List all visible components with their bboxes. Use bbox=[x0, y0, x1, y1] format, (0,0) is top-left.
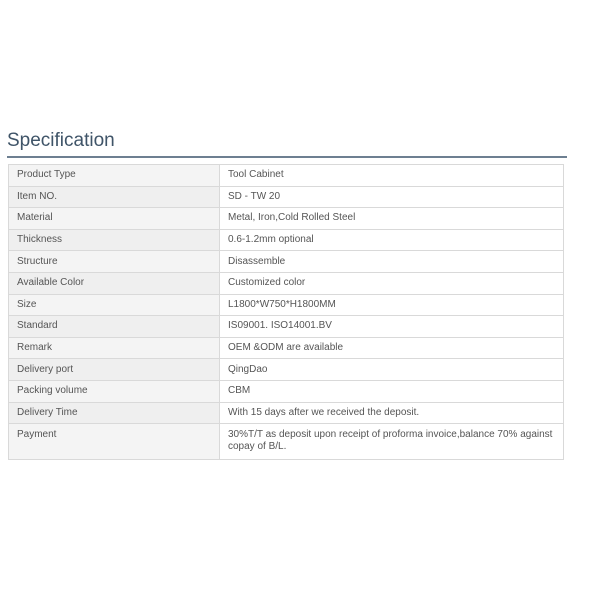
table-row bbox=[9, 294, 564, 316]
table-row bbox=[9, 424, 564, 460]
row-value: SD - TW 20 bbox=[220, 186, 564, 208]
row-value: 30%T/T as deposit upon receipt of proforma invoice,balance 70% against copay of B/L. bbox=[220, 424, 564, 460]
specification-section bbox=[7, 130, 567, 460]
row-key: Payment bbox=[9, 424, 220, 460]
row-key: Delivery Time bbox=[9, 402, 220, 424]
table-row bbox=[9, 186, 564, 208]
row-value: Customized color bbox=[220, 272, 564, 294]
row-key: Size bbox=[9, 294, 220, 316]
table-row bbox=[9, 316, 564, 338]
row-key: Packing volume bbox=[9, 380, 220, 402]
row-value: CBM bbox=[220, 380, 564, 402]
table-row bbox=[9, 208, 564, 230]
row-key: Thickness bbox=[9, 229, 220, 251]
table-row bbox=[9, 165, 564, 187]
table-row bbox=[9, 337, 564, 359]
row-value: OEM &ODM are available bbox=[220, 337, 564, 359]
table-row bbox=[9, 402, 564, 424]
table-row bbox=[9, 359, 564, 381]
section-title: Specification bbox=[7, 130, 115, 151]
row-key: Remark bbox=[9, 337, 220, 359]
row-value: Disassemble bbox=[220, 251, 564, 273]
row-value: L1800*W750*H1800MM bbox=[220, 294, 564, 316]
row-value: Metal, Iron,Cold Rolled Steel bbox=[220, 208, 564, 230]
table-row bbox=[9, 229, 564, 251]
row-key: Standard bbox=[9, 316, 220, 338]
row-key: Delivery port bbox=[9, 359, 220, 381]
table-row bbox=[9, 272, 564, 294]
row-key: Material bbox=[9, 208, 220, 230]
row-key: Available Color bbox=[9, 272, 220, 294]
specification-table bbox=[8, 164, 564, 460]
row-value: IS09001. ISO14001.BV bbox=[220, 316, 564, 338]
row-key: Product Type bbox=[9, 165, 220, 187]
table-row bbox=[9, 380, 564, 402]
row-key: Structure bbox=[9, 251, 220, 273]
row-value: With 15 days after we received the deposit. bbox=[220, 402, 564, 424]
row-key: Item NO. bbox=[9, 186, 220, 208]
row-value: Tool Cabinet bbox=[220, 165, 564, 187]
table-row bbox=[9, 251, 564, 273]
row-value: 0.6-1.2mm optional bbox=[220, 229, 564, 251]
title-divider bbox=[7, 156, 567, 158]
row-value: QingDao bbox=[220, 359, 564, 381]
